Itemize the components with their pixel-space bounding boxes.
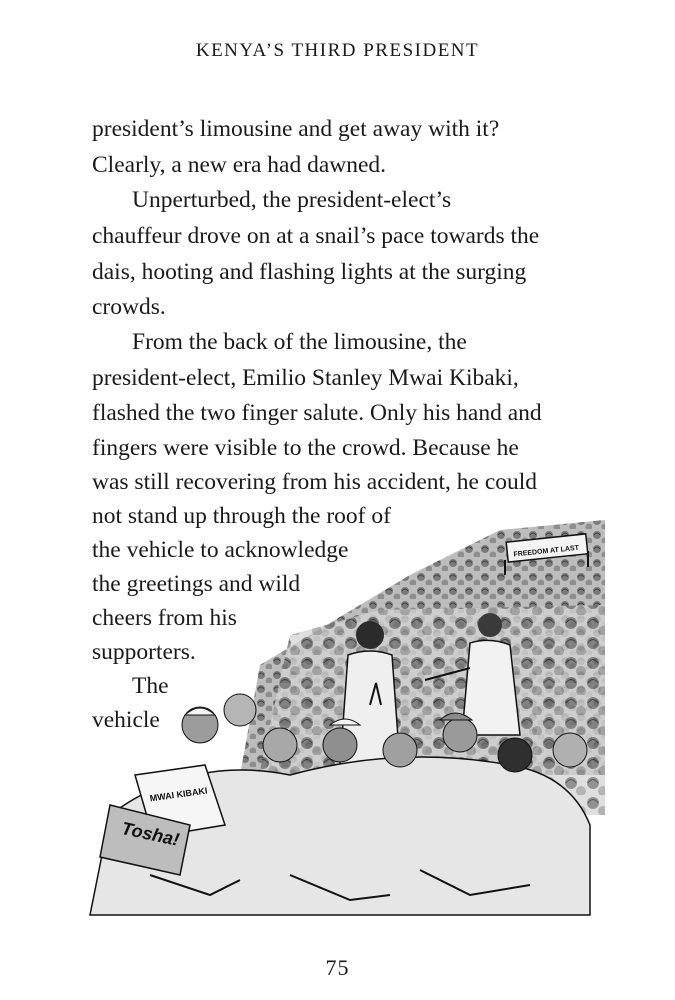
text-line: the greetings and wild bbox=[92, 571, 301, 597]
text-line: president’s limousine and get away with it? bbox=[92, 116, 500, 142]
text-line: not stand up through the roof of bbox=[92, 503, 391, 529]
placard-main-text: Tosha! bbox=[119, 818, 182, 850]
text-line: vehicle bbox=[92, 707, 160, 733]
text-line: the vehicle to acknowledge bbox=[92, 537, 349, 563]
placard-small-text: MWAI KIBAKI bbox=[149, 785, 208, 804]
text-line: dais, hooting and flashing lights at the surging bbox=[92, 259, 527, 285]
text-line: chauffeur drove on at a snail’s pace towards the bbox=[92, 223, 540, 249]
text-line: supporters. bbox=[92, 639, 196, 665]
crowd-illustration bbox=[80, 515, 610, 925]
running-head: KENYA’S THIRD PRESIDENT bbox=[195, 40, 480, 61]
banner-text: FREEDOM AT LAST bbox=[513, 544, 580, 559]
text-line: fingers were visible to the crowd. Because he bbox=[92, 435, 519, 461]
text-line: was still recovering from his accident, he could bbox=[92, 469, 538, 495]
page-number: 75 bbox=[325, 955, 350, 980]
text-line: Unperturbed, the president-elect’s bbox=[132, 187, 452, 213]
text-line: president-elect, Emilio Stanley Mwai Kibaki, bbox=[92, 365, 519, 391]
text-line: Clearly, a new era had dawned. bbox=[92, 152, 387, 178]
text-line: From the back of the limousine, the bbox=[132, 329, 467, 355]
text-line: crowds. bbox=[92, 294, 166, 320]
text-line: cheers from his bbox=[92, 605, 237, 631]
text-line: The bbox=[132, 673, 169, 699]
text-line: flashed the two finger salute. Only his hand and bbox=[92, 400, 542, 426]
